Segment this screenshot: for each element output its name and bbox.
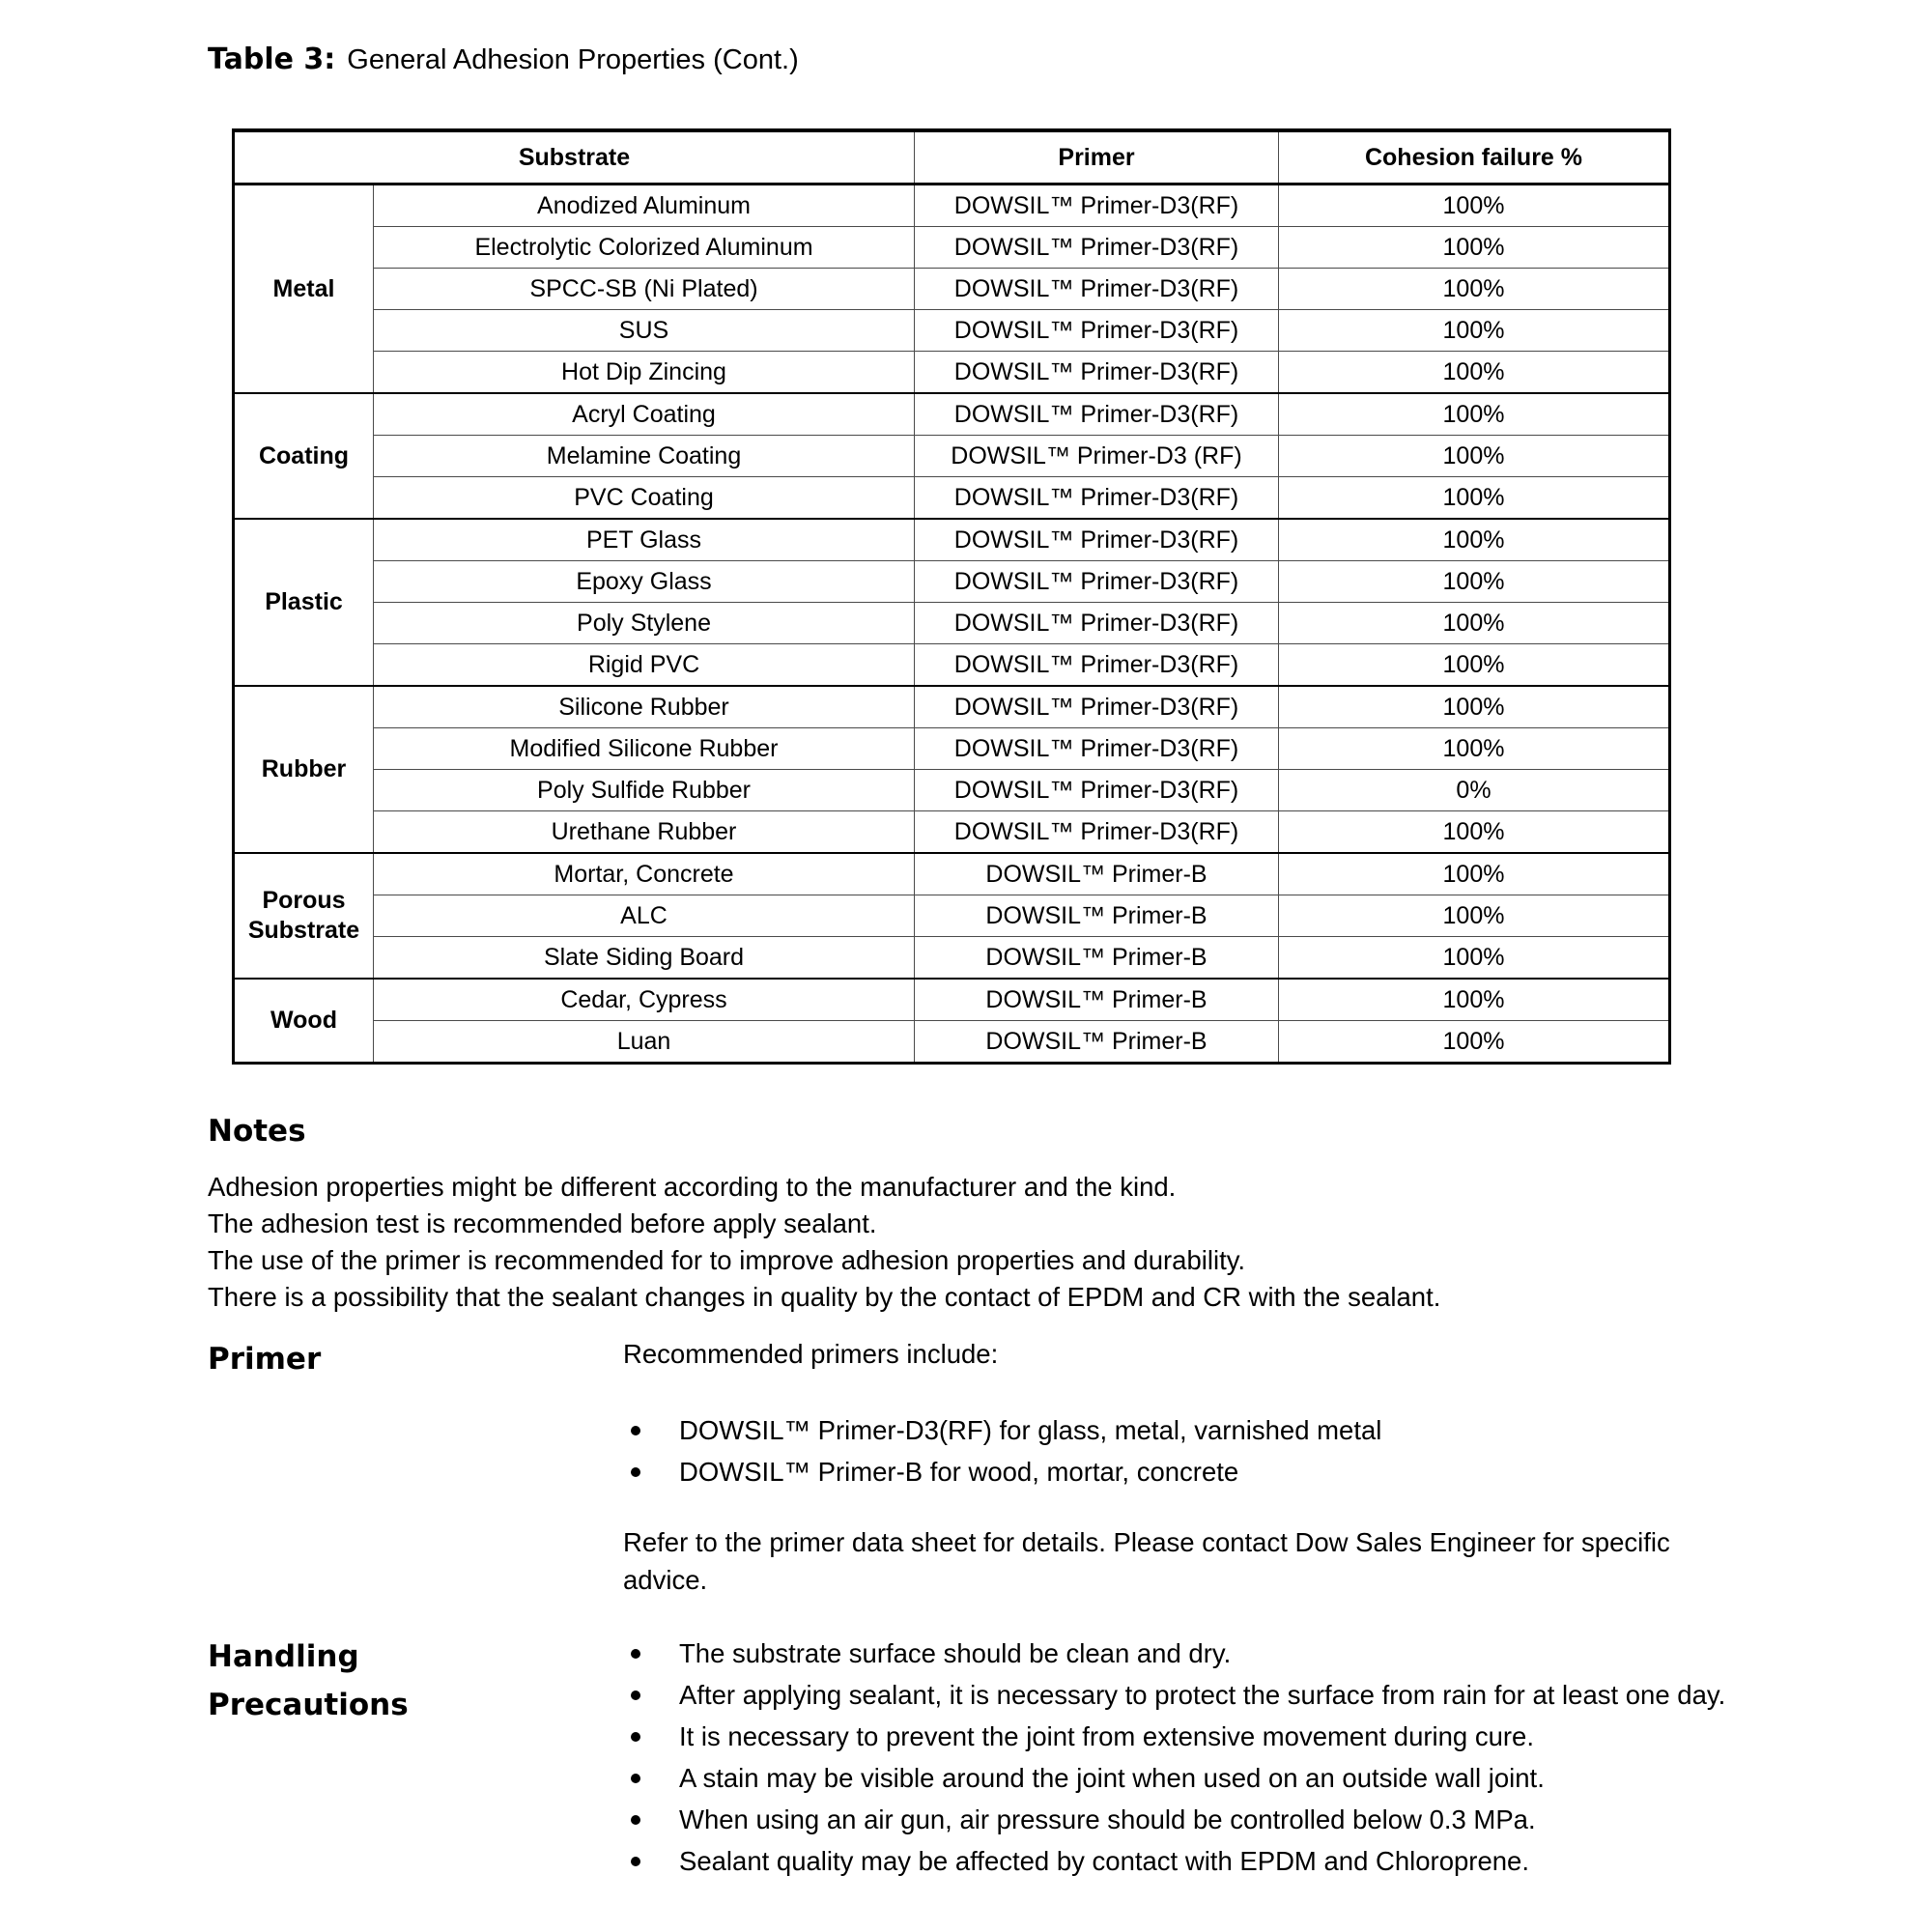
text-line: Adhesion properties might be different according to the manufacturer and the kind. xyxy=(208,1172,1177,1202)
substrate-cell: Poly Stylene xyxy=(374,603,915,644)
cohesion-cell: 100% xyxy=(1279,937,1670,980)
cohesion-cell: 100% xyxy=(1279,519,1670,561)
primer-heading: Primer xyxy=(208,1342,322,1377)
primer-cell: DOWSIL™ Primer-B xyxy=(915,1021,1279,1064)
table-row xyxy=(234,979,1670,1021)
table-row xyxy=(234,477,1670,520)
table-row xyxy=(234,436,1670,477)
substrate-cell: Modified Silicone Rubber xyxy=(374,728,915,770)
primer-cell: DOWSIL™ Primer-D3(RF) xyxy=(915,770,1279,811)
table-row xyxy=(234,770,1670,811)
category-cell: Coating xyxy=(234,393,374,519)
substrate-cell: ALC xyxy=(374,895,915,937)
table-row xyxy=(234,185,1670,227)
primer-cell: DOWSIL™ Primer-D3(RF) xyxy=(915,185,1279,227)
table-row xyxy=(234,352,1670,394)
cohesion-cell: 100% xyxy=(1279,561,1670,603)
substrate-cell: Epoxy Glass xyxy=(374,561,915,603)
substrate-cell: Rigid PVC xyxy=(374,644,915,687)
handling-precautions-section xyxy=(623,1634,1734,1884)
primer-section xyxy=(623,1335,1700,1599)
primer-cell: DOWSIL™ Primer-D3(RF) xyxy=(915,603,1279,644)
table-row xyxy=(234,644,1670,687)
table-row xyxy=(234,393,1670,436)
table-row xyxy=(234,519,1670,561)
cohesion-cell: 100% xyxy=(1279,310,1670,352)
cohesion-cell: 100% xyxy=(1279,853,1670,895)
text-line: There is a possibility that the sealant changes in quality by the contact of EPDM and CR with the sealant. xyxy=(208,1282,1441,1312)
substrate-cell: Cedar, Cypress xyxy=(374,979,915,1021)
substrate-cell: SPCC-SB (Ni Plated) xyxy=(374,269,915,310)
category-cell: Rubber xyxy=(234,686,374,853)
cohesion-cell: 100% xyxy=(1279,644,1670,687)
bullet-item: When using an air gun, air pressure should be controlled below 0.3 MPa. xyxy=(623,1801,1734,1838)
column-header-cohesion: Cohesion failure % xyxy=(1279,130,1670,185)
cohesion-cell: 100% xyxy=(1279,227,1670,269)
primer-cell: DOWSIL™ Primer-D3(RF) xyxy=(915,811,1279,854)
adhesion-table-body xyxy=(234,185,1670,1064)
table-row xyxy=(234,686,1670,728)
primer-cell: DOWSIL™ Primer-D3(RF) xyxy=(915,310,1279,352)
primer-cell: DOWSIL™ Primer-D3(RF) xyxy=(915,477,1279,520)
table-row xyxy=(234,895,1670,937)
category-cell: Plastic xyxy=(234,519,374,686)
primer-cell: DOWSIL™ Primer-D3(RF) xyxy=(915,352,1279,394)
primer-cell: DOWSIL™ Primer-B xyxy=(915,937,1279,980)
primer-cell: DOWSIL™ Primer-D3(RF) xyxy=(915,393,1279,436)
substrate-cell: PET Glass xyxy=(374,519,915,561)
table-row xyxy=(234,811,1670,854)
substrate-cell: Mortar, Concrete xyxy=(374,853,915,895)
primer-intro: Recommended primers include: xyxy=(623,1339,999,1369)
substrate-cell: Anodized Aluminum xyxy=(374,185,915,227)
bullet-item: DOWSIL™ Primer-D3(RF) for glass, metal, varnished metal xyxy=(623,1411,1700,1449)
cohesion-cell: 100% xyxy=(1279,436,1670,477)
cohesion-cell: 100% xyxy=(1279,686,1670,728)
cohesion-cell: 100% xyxy=(1279,352,1670,394)
table-row xyxy=(234,853,1670,895)
table-header-row xyxy=(234,130,1670,185)
notes-text xyxy=(208,1169,1773,1316)
primer-cell: DOWSIL™ Primer-D3(RF) xyxy=(915,686,1279,728)
bullet-item: DOWSIL™ Primer-B for wood, mortar, concrete xyxy=(623,1453,1700,1491)
primer-cell: DOWSIL™ Primer-B xyxy=(915,895,1279,937)
primer-cell: DOWSIL™ Primer-D3(RF) xyxy=(915,728,1279,770)
table-row xyxy=(234,1021,1670,1064)
primer-cell: DOWSIL™ Primer-D3 (RF) xyxy=(915,436,1279,477)
table-row xyxy=(234,269,1670,310)
cohesion-cell: 100% xyxy=(1279,477,1670,520)
page-title xyxy=(208,43,799,76)
column-header-substrate: Substrate xyxy=(234,130,915,185)
table-row xyxy=(234,310,1670,352)
substrate-cell: Melamine Coating xyxy=(374,436,915,477)
cohesion-cell: 100% xyxy=(1279,185,1670,227)
table-row xyxy=(234,603,1670,644)
bullet-item: A stain may be visible around the joint when used on an outside wall joint. xyxy=(623,1759,1734,1797)
category-cell: Wood xyxy=(234,979,374,1064)
handling-bullet-list xyxy=(623,1634,1734,1880)
primer-cell: DOWSIL™ Primer-D3(RF) xyxy=(915,519,1279,561)
handling-heading-line2: Precautions xyxy=(208,1688,409,1722)
table-row xyxy=(234,561,1670,603)
cohesion-cell: 100% xyxy=(1279,603,1670,644)
cohesion-cell: 100% xyxy=(1279,269,1670,310)
substrate-cell: SUS xyxy=(374,310,915,352)
primer-cell: DOWSIL™ Primer-B xyxy=(915,853,1279,895)
cohesion-cell: 0% xyxy=(1279,770,1670,811)
handling-heading-line1: Handling xyxy=(208,1639,359,1674)
cohesion-cell: 100% xyxy=(1279,728,1670,770)
cohesion-cell: 100% xyxy=(1279,811,1670,854)
primer-bullet-list xyxy=(623,1411,1700,1491)
substrate-cell: Hot Dip Zincing xyxy=(374,352,915,394)
table-row xyxy=(234,227,1670,269)
primer-cell: DOWSIL™ Primer-D3(RF) xyxy=(915,227,1279,269)
substrate-cell: Urethane Rubber xyxy=(374,811,915,854)
substrate-cell: Slate Siding Board xyxy=(374,937,915,980)
substrate-cell: Luan xyxy=(374,1021,915,1064)
substrate-cell: Poly Sulfide Rubber xyxy=(374,770,915,811)
bullet-item: Sealant quality may be affected by contact with EPDM and Chloroprene. xyxy=(623,1842,1734,1880)
cohesion-cell: 100% xyxy=(1279,979,1670,1021)
substrate-cell: Electrolytic Colorized Aluminum xyxy=(374,227,915,269)
column-header-primer: Primer xyxy=(915,130,1279,185)
bullet-item: The substrate surface should be clean and dry. xyxy=(623,1634,1734,1672)
table-caption-label: Table 3: xyxy=(208,43,336,76)
adhesion-properties-table xyxy=(232,128,1671,1065)
cohesion-cell: 100% xyxy=(1279,393,1670,436)
table-caption-text: General Adhesion Properties (Cont.) xyxy=(347,44,799,75)
substrate-cell: Silicone Rubber xyxy=(374,686,915,728)
substrate-cell: Acryl Coating xyxy=(374,393,915,436)
primer-cell: DOWSIL™ Primer-D3(RF) xyxy=(915,561,1279,603)
notes-section xyxy=(208,1107,1773,1316)
primer-cell: DOWSIL™ Primer-D3(RF) xyxy=(915,269,1279,310)
category-cell: Metal xyxy=(234,185,374,394)
notes-heading: Notes xyxy=(208,1114,306,1149)
text-line: The adhesion test is recommended before apply sealant. xyxy=(208,1208,877,1238)
cohesion-cell: 100% xyxy=(1279,895,1670,937)
table-row xyxy=(234,937,1670,980)
handling-precautions-heading xyxy=(208,1633,613,1729)
bullet-item: After applying sealant, it is necessary to protect the surface from rain for at least one day. xyxy=(623,1676,1734,1714)
substrate-cell: PVC Coating xyxy=(374,477,915,520)
cohesion-cell: 100% xyxy=(1279,1021,1670,1064)
category-cell: Porous Substrate xyxy=(234,853,374,979)
primer-cell: DOWSIL™ Primer-B xyxy=(915,979,1279,1021)
table-row xyxy=(234,728,1670,770)
bullet-item: It is necessary to prevent the joint from extensive movement during cure. xyxy=(623,1718,1734,1755)
text-line: The use of the primer is recommended for to improve adhesion properties and durability. xyxy=(208,1245,1246,1275)
primer-outro: Refer to the primer data sheet for details. Please contact Dow Sales Engineer for specific advice. xyxy=(623,1527,1670,1595)
primer-cell: DOWSIL™ Primer-D3(RF) xyxy=(915,644,1279,687)
